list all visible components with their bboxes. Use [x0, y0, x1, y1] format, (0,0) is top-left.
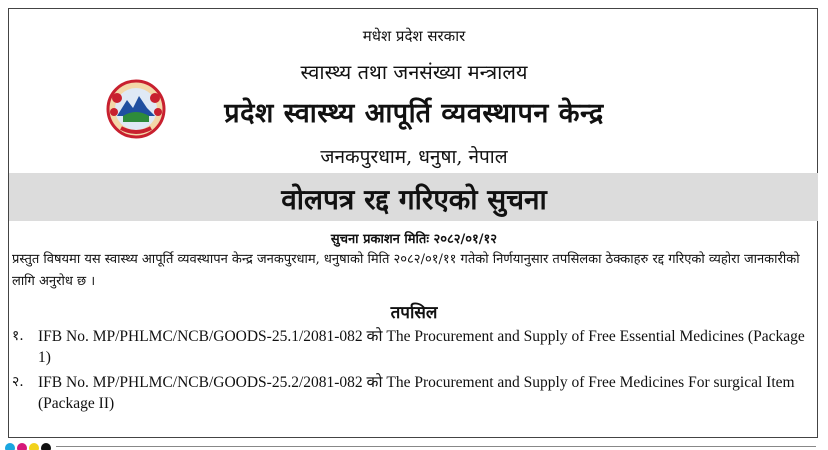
list-item-number: २.	[12, 374, 24, 390]
list-item-text: IFB No. MP/PHLMC/NCB/GOODS-25.2/2081-082 को The Procurement and Supply of Free Medicines For surgical Item (Package II)	[38, 374, 795, 412]
cancelled-bids-list	[12, 326, 812, 418]
print-registration-marks	[4, 440, 54, 450]
details-heading: तपसिल	[390, 303, 438, 323]
publication-date: सुचना प्रकाशन मितिः २०८२/०१/१२	[330, 232, 498, 247]
bottom-rule	[56, 446, 816, 447]
ministry-name: स्वास्थ्य तथा जनसंख्या मन्त्रालय	[300, 60, 528, 84]
government-name: मधेश प्रदेश सरकार	[362, 27, 466, 45]
office-location: जनकपुरधाम, धनुषा, नेपाल	[320, 146, 508, 168]
centre-name: प्रदेश स्वास्थ्य आपूर्ति व्यवस्थापन केन्द्र	[224, 98, 604, 129]
list-item-number: १.	[12, 328, 24, 344]
list-item	[12, 326, 812, 368]
list-item-text: IFB No. MP/PHLMC/NCB/GOODS-25.1/2081-082 को The Procurement and Supply of Free Essential Medicines (Package 1)	[38, 328, 805, 366]
notice-body: प्रस्तुत विषयमा यस स्वास्थ्य आपूर्ति व्यवस्थापन केन्द्र जनकपुरधाम, धनुषाको मिति २०८२/०१/११ गतेको निर्णयानुसार तपसिलका ठेक्काहरु रद्द गरिएको व्यहोरा जानकारीको लागि अनुरोध छ ।	[12, 252, 800, 289]
list-item	[12, 372, 812, 414]
notice-heading: वोलपत्र रद्द गरिएको सुचना	[281, 183, 547, 216]
